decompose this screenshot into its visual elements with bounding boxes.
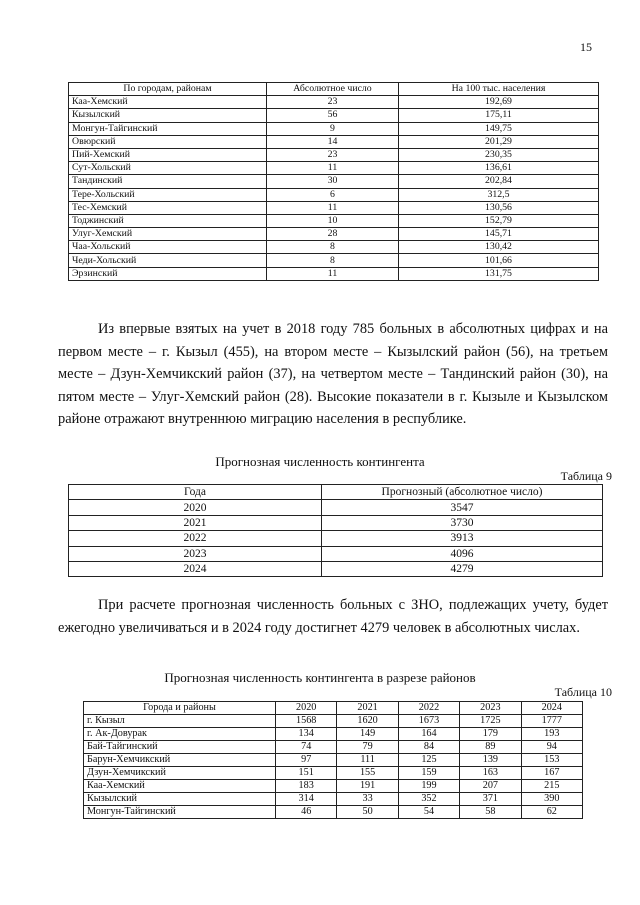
- value-cell: 23: [267, 96, 399, 109]
- row-label-cell: Тере-Хольский: [69, 188, 267, 201]
- paragraph-new-cases: Из впервые взятых на учет в 2018 году 785 больных в абсолютных цифрах и на первом месте – г. Кызыл (455), на втором месте – Кызылский район (56), на третьем месте – Дзун-Хемчикский район (37), на четвертом месте – Тандинский район (30), на пятом месте – Улуг-Хемский район (28). Высокие показатели в г. Кызыле и Кызылском районе отражают внутреннюю миграцию населения в республике.: [58, 321, 608, 428]
- row-label-cell: Монгун-Тайгинский: [69, 122, 267, 135]
- value-cell: 2024: [69, 561, 322, 576]
- row-label-cell: Дзун-Хемчикский: [84, 767, 276, 780]
- value-cell: 56: [267, 109, 399, 122]
- value-cell: 4279: [322, 561, 603, 576]
- table-row: [69, 254, 599, 267]
- table-row: [69, 162, 599, 175]
- value-cell: 1568: [276, 715, 337, 728]
- row-label-cell: Тоджинский: [69, 214, 267, 227]
- table-row: [69, 267, 599, 280]
- table-row: [84, 728, 583, 741]
- row-label-cell: Чеди-Хольский: [69, 254, 267, 267]
- value-cell: 183: [276, 780, 337, 793]
- value-cell: 1673: [398, 715, 459, 728]
- forecast-by-district-table: [83, 701, 583, 819]
- value-cell: 201,29: [399, 135, 599, 148]
- row-label-cell: Монгун-Тайгинский: [84, 806, 276, 819]
- table-row: [69, 214, 599, 227]
- value-cell: 314: [276, 793, 337, 806]
- table-row: [69, 175, 599, 188]
- value-cell: 199: [398, 780, 459, 793]
- value-cell: 159: [398, 767, 459, 780]
- row-label-cell: Каа-Хемский: [69, 96, 267, 109]
- paragraph-forecast: При расчете прогнозная численность больных с ЗНО, подлежащих учету, будет ежегодно увеличиваться и в 2024 году достигнет 4279 человек в абсолютных числах.: [58, 597, 608, 636]
- value-cell: 230,35: [399, 148, 599, 161]
- value-cell: 4096: [322, 546, 603, 561]
- value-cell: 179: [460, 728, 521, 741]
- value-cell: 155: [337, 767, 398, 780]
- value-cell: 192,69: [399, 96, 599, 109]
- value-cell: 130,56: [399, 201, 599, 214]
- value-cell: 2023: [69, 546, 322, 561]
- table-row: [69, 515, 603, 530]
- row-label-cell: Каа-Хемский: [84, 780, 276, 793]
- row-label-cell: Кызылский: [84, 793, 276, 806]
- table-header-row: [69, 485, 603, 500]
- value-cell: 10: [267, 214, 399, 227]
- column-header: На 100 тыс. населения: [399, 83, 599, 96]
- row-label-cell: Улуг-Хемский: [69, 228, 267, 241]
- value-cell: 8: [267, 241, 399, 254]
- value-cell: 352: [398, 793, 459, 806]
- value-cell: 151: [276, 767, 337, 780]
- value-cell: 50: [337, 806, 398, 819]
- value-cell: 134: [276, 728, 337, 741]
- table10-label: Таблица 10: [554, 685, 612, 699]
- value-cell: 97: [276, 754, 337, 767]
- table-row: [84, 754, 583, 767]
- value-cell: 139: [460, 754, 521, 767]
- table-row: [84, 793, 583, 806]
- value-cell: 175,11: [399, 109, 599, 122]
- row-label-cell: Тес-Хемский: [69, 201, 267, 214]
- value-cell: 136,61: [399, 162, 599, 175]
- table-row: [84, 741, 583, 754]
- value-cell: 2021: [69, 515, 322, 530]
- row-label-cell: Пий-Хемский: [69, 148, 267, 161]
- value-cell: 164: [398, 728, 459, 741]
- table-row: [84, 806, 583, 819]
- row-label-cell: Барун-Хемчикский: [84, 754, 276, 767]
- table-row: [69, 96, 599, 109]
- table-row: [69, 228, 599, 241]
- value-cell: 312,5: [399, 188, 599, 201]
- row-label-cell: г. Ак-Довурак: [84, 728, 276, 741]
- value-cell: 89: [460, 741, 521, 754]
- value-cell: 74: [276, 741, 337, 754]
- value-cell: 8: [267, 254, 399, 267]
- table-row: [84, 767, 583, 780]
- table9-label: Таблица 9: [560, 469, 612, 483]
- value-cell: 54: [398, 806, 459, 819]
- value-cell: 28: [267, 228, 399, 241]
- row-label-cell: Сут-Хольский: [69, 162, 267, 175]
- value-cell: 30: [267, 175, 399, 188]
- row-label-cell: Тандинский: [69, 175, 267, 188]
- value-cell: 84: [398, 741, 459, 754]
- value-cell: 11: [267, 201, 399, 214]
- table-row: [69, 188, 599, 201]
- value-cell: 149,75: [399, 122, 599, 135]
- value-cell: 371: [460, 793, 521, 806]
- table-header-row: [69, 83, 599, 96]
- row-label-cell: Кызылский: [69, 109, 267, 122]
- value-cell: 2020: [69, 500, 322, 515]
- value-cell: 390: [521, 793, 582, 806]
- table-row: [69, 241, 599, 254]
- value-cell: 1620: [337, 715, 398, 728]
- value-cell: 11: [267, 162, 399, 175]
- table9-caption: Прогнозная численность контингента: [215, 454, 425, 469]
- value-cell: 2022: [69, 531, 322, 546]
- column-header: Города и районы: [84, 702, 276, 715]
- table-row: [69, 531, 603, 546]
- table-row: [69, 546, 603, 561]
- value-cell: 167: [521, 767, 582, 780]
- row-label-cell: Чаа-Хольский: [69, 241, 267, 254]
- value-cell: 130,42: [399, 241, 599, 254]
- column-header: 2020: [276, 702, 337, 715]
- districts-table: [68, 82, 599, 281]
- table-row: [69, 201, 599, 214]
- value-cell: 153: [521, 754, 582, 767]
- value-cell: 3730: [322, 515, 603, 530]
- value-cell: 33: [337, 793, 398, 806]
- forecast-table: [68, 484, 603, 577]
- row-label-cell: г. Кызыл: [84, 715, 276, 728]
- value-cell: 125: [398, 754, 459, 767]
- value-cell: 101,66: [399, 254, 599, 267]
- table-row: [69, 109, 599, 122]
- value-cell: 94: [521, 741, 582, 754]
- value-cell: 14: [267, 135, 399, 148]
- value-cell: 149: [337, 728, 398, 741]
- column-header: Года: [69, 485, 322, 500]
- value-cell: 62: [521, 806, 582, 819]
- column-header: Абсолютное число: [267, 83, 399, 96]
- table10-caption: Прогнозная численность контингента в разрезе районов: [164, 670, 476, 685]
- column-header: 2022: [398, 702, 459, 715]
- column-header: 2023: [460, 702, 521, 715]
- page-number: 15: [580, 40, 592, 54]
- value-cell: 111: [337, 754, 398, 767]
- column-header: 2024: [521, 702, 582, 715]
- row-label-cell: Эрзинский: [69, 267, 267, 280]
- value-cell: 46: [276, 806, 337, 819]
- value-cell: 152,79: [399, 214, 599, 227]
- column-header: Прогнозный (абсолютное число): [322, 485, 603, 500]
- value-cell: 79: [337, 741, 398, 754]
- table-header-row: [84, 702, 583, 715]
- table-row: [69, 122, 599, 135]
- table-row: [84, 780, 583, 793]
- value-cell: 145,71: [399, 228, 599, 241]
- table-row: [69, 135, 599, 148]
- row-label-cell: Овюрский: [69, 135, 267, 148]
- value-cell: 193: [521, 728, 582, 741]
- value-cell: 163: [460, 767, 521, 780]
- value-cell: 3913: [322, 531, 603, 546]
- value-cell: 58: [460, 806, 521, 819]
- value-cell: 23: [267, 148, 399, 161]
- table-row: [69, 561, 603, 576]
- value-cell: 191: [337, 780, 398, 793]
- value-cell: 11: [267, 267, 399, 280]
- value-cell: 9: [267, 122, 399, 135]
- value-cell: 207: [460, 780, 521, 793]
- column-header: 2021: [337, 702, 398, 715]
- table-row: [84, 715, 583, 728]
- table-row: [69, 500, 603, 515]
- value-cell: 3547: [322, 500, 603, 515]
- value-cell: 131,75: [399, 267, 599, 280]
- column-header: По городам, районам: [69, 83, 267, 96]
- value-cell: 202,84: [399, 175, 599, 188]
- value-cell: 215: [521, 780, 582, 793]
- value-cell: 1725: [460, 715, 521, 728]
- row-label-cell: Бай-Тайгинский: [84, 741, 276, 754]
- value-cell: 1777: [521, 715, 582, 728]
- value-cell: 6: [267, 188, 399, 201]
- table-row: [69, 148, 599, 161]
